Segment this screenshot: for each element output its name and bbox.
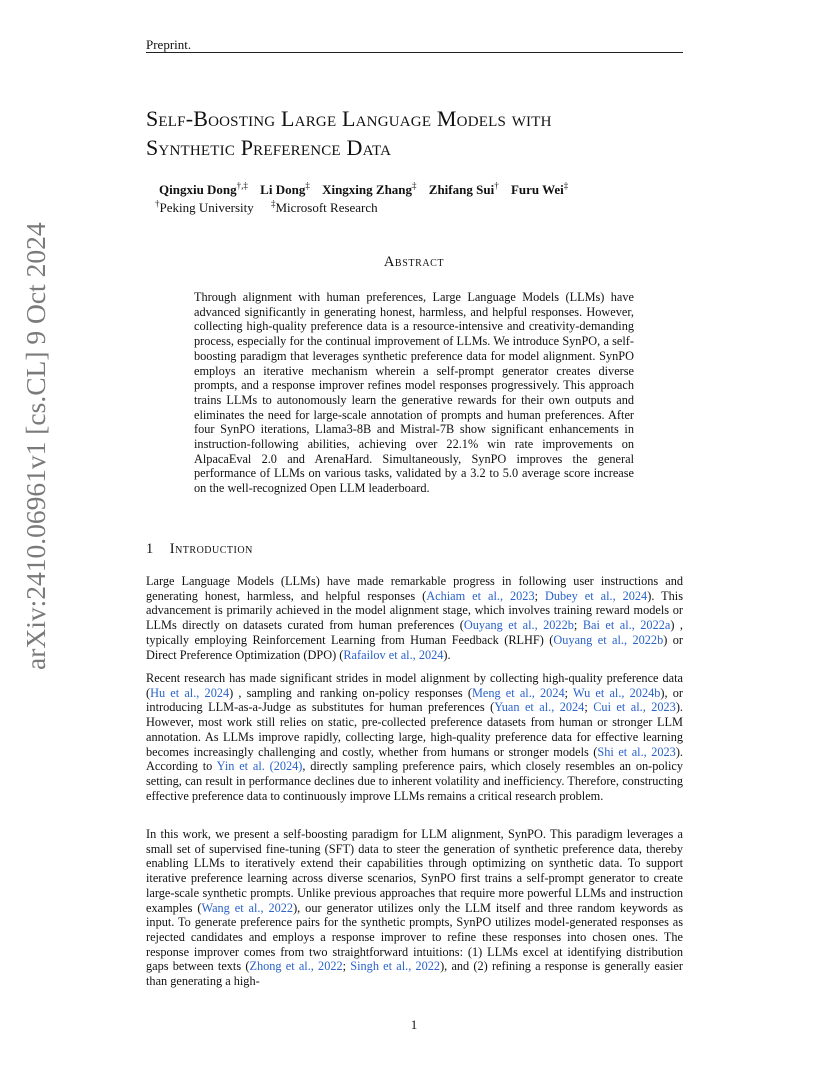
author-list bbox=[159, 181, 577, 198]
running-header: Preprint. bbox=[146, 37, 192, 52]
citation-link[interactable]: Dubey et al., 2024 bbox=[545, 588, 648, 603]
affiliation: †Peking University bbox=[155, 199, 254, 216]
citation-link[interactable]: Achiam et al., 2023 bbox=[426, 588, 535, 603]
author: Zhifang Sui† bbox=[428, 181, 499, 198]
citation-link[interactable]: Rafailov et al., 2024 bbox=[343, 647, 444, 662]
paper-title bbox=[146, 104, 706, 162]
citation-link[interactable]: Ouyang et al., 2022b bbox=[553, 632, 664, 647]
citation-link[interactable]: Ouyang et al., 2022b bbox=[463, 618, 574, 633]
section-heading bbox=[146, 541, 253, 558]
author: Qingxiu Dong†,‡ bbox=[159, 181, 248, 198]
affiliation-list bbox=[155, 199, 392, 216]
intro-paragraph-2: Recent research has made significant strides in model alignment by collecting high-quality preference data (Hu et al., 2024) , sampling and ranking on-policy responses (Meng et al., 2024; Wu et al., 2024b), or introducing LLM-as-a-Judge as substitutes for human preferences (Yuan et al., 2024; Cui et al., 2023). However, most work still relies on static, pre-collected preference datasets from human or stronger LLM annotation. As LLMs improve rapidly, collecting large, high-quality preference data for effective learning becomes increasingly challenging and costly, whether from humans or stronger models (Shi et al., 2023). According to Yin et al. (2024), directly sampling preference pairs, which closely resembles an on-policy setting, can result in performance declines due to inherent volatility and inefficiency. Therefore, constructing effective preference data to continuously improve LLMs remains a critical research problem. bbox=[146, 671, 683, 803]
citation-link[interactable]: Yuan et al., 2024 bbox=[494, 700, 585, 715]
citation-link[interactable]: Cui et al., 2023 bbox=[593, 700, 676, 715]
section-title: Introduction bbox=[169, 541, 253, 557]
abstract-text: Through alignment with human preferences, Large Language Models (LLMs) have advanced significantly in generating honest, harmless, and helpful responses. However, collecting high-quality preference data is a resource-intensive and creativity-demanding process, especially for the continual improvement of LLMs. We introduce SynPO, a self-boosting paradigm that leverages synthetic preference data for model alignment. SynPO employs an iterative mechanism wherein a self-prompt generator creates diverse prompts, and a response improver refines model responses progressively. This approach trains LLMs to autonomously learn the generative rewards for their own outputs and eliminates the need for large-scale annotation of prompts and human preferences. After four SynPO iterations, Llama3-8B and Mistral-7B show significant enhancements in instruction-following abilities, achieving over 22.1% win rate improvements on AlpacaEval 2.0 and ArenaHard. Simultaneously, SynPO improves the general performance of LLMs on various tasks, validated by a 3.2 to 5.0 average score increase on the well-recognized Open LLM leaderboard. bbox=[194, 290, 634, 496]
citation-link[interactable]: Singh et al., 2022 bbox=[350, 959, 441, 974]
section-number: 1 bbox=[146, 541, 154, 557]
citation-link[interactable]: Hu et al., 2024 bbox=[150, 685, 230, 700]
header-rule bbox=[146, 52, 683, 53]
title-line-1: Self-Boosting Large Language Models with bbox=[146, 106, 552, 131]
affiliation: ‡Microsoft Research bbox=[271, 199, 378, 216]
title-line-2: Synthetic Preference Data bbox=[146, 135, 392, 160]
intro-paragraph-1: Large Language Models (LLMs) have made remarkable progress in following user instructions and generating honest, harmless, and helpful responses (Achiam et al., 2023; Dubey et al., 2024). This advancement is primarily achieved in the model alignment stage, which involves training reward models or LLMs directly on datasets curated from human preferences (Ouyang et al., 2022b; Bai et al., 2022a) , typically employing Reinforcement Learning from Human Feedback (RLHF) (Ouyang et al., 2022b) or Direct Preference Optimization (DPO) (Rafailov et al., 2024). bbox=[146, 574, 684, 662]
abstract-heading: Abstract bbox=[383, 254, 445, 270]
author: Furu Wei‡ bbox=[510, 181, 569, 198]
citation-link[interactable]: Bai et al., 2022a bbox=[582, 618, 671, 633]
intro-paragraph-3: In this work, we present a self-boosting paradigm for LLM alignment, SynPO. This paradigm leverages a small set of supervised fine-tuning (SFT) data to steer the generation of synthetic preference data, thereby enabling LLMs to iteratively extend their capabilities through optimizing on synthetic data. To support iterative preference learning across diverse scenarios, SynPO first trains a self-prompt generator to create large-scale synthetic prompts. Unlike previous approaches that require more powerful LLMs and instruction examples (Wang et al., 2022), our generator utilizes only the LLM itself and three random keywords as input. To generate preference pairs for the synthetic prompts, SynPO utilizes model-generated responses as rejected candidates and employs a response improver to refine these responses into chosen ones. The response improver comes from two straightforward intuitions: (1) LLMs excel at identifying distribution gaps between texts (Zhong et al., 2022; Singh et al., 2022), and (2) refining a response is generally easier than generating a high- bbox=[146, 827, 683, 989]
author: Xingxing Zhang‡ bbox=[322, 181, 417, 198]
arxiv-stamp-text: arXiv:2410.06961v1 [cs.CL] 9 Oct 2024 bbox=[20, 222, 51, 670]
citation-link[interactable]: Wu et al., 2024b bbox=[573, 685, 661, 700]
author: Li Dong‡ bbox=[260, 181, 310, 198]
citation-link[interactable]: Meng et al., 2024 bbox=[471, 685, 565, 700]
page-number: 1 bbox=[410, 1017, 418, 1032]
citation-link[interactable]: Zhong et al., 2022 bbox=[249, 959, 343, 974]
citation-link[interactable]: Wang et al., 2022 bbox=[201, 900, 294, 915]
citation-link[interactable]: Yin et al. (2024) bbox=[216, 759, 303, 774]
citation-link[interactable]: Shi et al., 2023 bbox=[597, 744, 676, 759]
